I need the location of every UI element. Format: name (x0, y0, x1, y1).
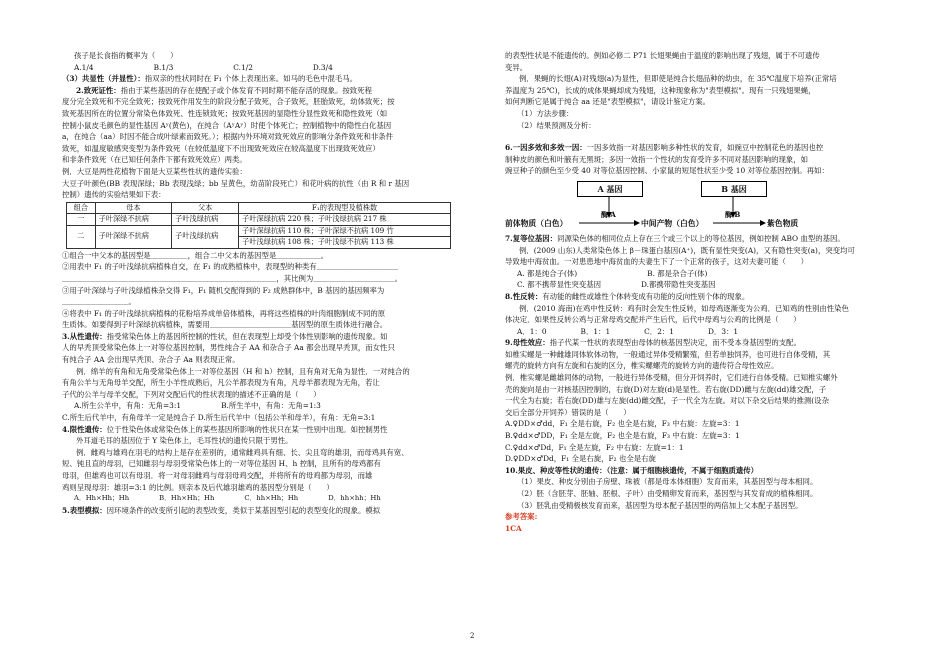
table-cell: 二 (67, 225, 96, 248)
blank-space (505, 131, 893, 142)
body-line: C.所生后代羊中，有角母羊一定是纯合子 D.所生后代羊中（包括公羊和母羊），有角：无角=3:1 (62, 413, 376, 423)
enzyme-b-label: 酶 B (725, 209, 741, 219)
table-cell: 子叶深绿抗病 220 株；子叶浅绿抗病 217 株 (239, 214, 451, 226)
body-line: （1）果皮、种皮分别由子房壁、珠被（都是母本体细胞）发育而来，其基因型与母本相同。 (517, 477, 818, 487)
intermediate-label: 中间产物（白色） (641, 218, 704, 228)
page-number: 2 (470, 632, 475, 640)
option-d: D．3：1 (708, 326, 739, 336)
body-line: 度分完全致死和不完全致死；按致死作用发生的阶段分配子致死，合子致死，胚胎致死，幼体致死；按 (62, 97, 395, 107)
body-text: 一因多效指一对基因影响多种性状的发育，如豌豆中控制花色的基因也控 (586, 143, 824, 153)
answer-options (505, 279, 893, 291)
body-line: （2）胚（含胚芽、胚轴、胚根、子叶）由受精卵发育而来，基因型与其发育成的植株相同。 (517, 489, 818, 498)
sub-question: （1）方法步骤： (517, 108, 574, 118)
body-line: 一代全为右旋；若右旋(DD)雄与左旋(dd)雌交配，子一代全为左旋。对以下杂交后结果的推测(设杂 (505, 396, 829, 406)
body-line: 人的早秃顶受常染色体上一对等位基因控制，男性纯合子 AA 和杂合子 Aa 都会出现早秃顶，而女性只 (62, 343, 395, 353)
option-line: D.♀DD×♂Dd，F₁ 全是右旋，F₂ 也全是右旋 (505, 454, 656, 464)
body-line: a，在纯合（aa）时因不能合成叶绿素而致死。）；根据内外环境对致死效应的影响分条件致死和非条件 (62, 132, 394, 142)
body-line: 致死基因所在的位置分常染色体致死、性连锁致死；按致死基因的显隐性分显性致死和隐性致死（如 (62, 108, 388, 118)
body-line: 的表型性状是不能遗传的。例如必修二 P71 长翅果蝇由于温度的影响出现了残翅，属于不可遗传 (505, 51, 820, 60)
body-line: 鸡则呈现母羽：雄羽=3:1 的比例。则亲本及后代雄羽雄鸡的基因型分别是（ ） (62, 482, 334, 492)
section-heading: （3）共显性（并显性）： (62, 74, 145, 84)
sub-question: 生质体。如要得到子叶深绿抗病植株，需要用＿＿＿＿＿＿＿＿＿＿＿基因型的原生质体进行融合。 (62, 320, 388, 330)
enzyme-a-label: 酶 A (601, 209, 616, 219)
sub-question: ③用子叶深绿与子叶浅绿植株杂交得 F₁，F₁ 随机交配得到的 F₂ 成熟群体中，B 基因的基因频率为 (62, 285, 385, 295)
body-line: （3）胚乳由受精极核发育而来，基因型为母本配子基因型的两倍加上父本配子基因型。 (517, 500, 803, 510)
gene-a-box: A 基因 (577, 181, 643, 197)
body-text: 有动能的雌性或雄性个体转变成有功能的反向性别个体的现象。 (542, 291, 750, 301)
body-line: 子代的公羊与母羊交配，下列对交配后代的性状表现的描述不正确的是（ ） (62, 389, 321, 399)
left-column (62, 50, 457, 516)
body-line: 交后全部分开饲养）错误的是（ ） (505, 407, 631, 417)
body-text: 位于性染色体或常染色体上的某些基因所影响的性状只在某一性别中出现。如控制男性 (106, 424, 388, 434)
table-cell: 一 (67, 214, 96, 226)
answer-options (62, 400, 457, 412)
body-text: 指双亲的性状同时在 F₁ 个体上表现出来。如马的毛色中混毛马。 (144, 74, 358, 84)
sub-question: ④将表中 F₁ 的子叶浅绿抗病植株的花粉培养成单倍体植株，再将这些植株的叶肉细胞制成不同的原 (62, 308, 386, 318)
option-c: C．hh×Hh；Hh (244, 494, 299, 503)
option-b: B. 都是杂合子(体) (647, 268, 708, 278)
table-cell: 子叶深绿不抗病 (95, 225, 172, 248)
sub-question: ＿＿＿＿＿＿＿＿＿。 (62, 297, 136, 307)
section-heading: 7.复等位基因： (505, 233, 558, 243)
table-cell: 子叶浅绿抗病 (172, 214, 239, 226)
example-line: 例．(2010 海南)在鸡中性反转：鸡有时会发生性反转，如母鸡逐渐变为公鸡．已知鸡的性别由性染色 (519, 303, 849, 313)
answer-options (62, 62, 457, 74)
option-b: B．1：1 (580, 326, 611, 336)
body-text: 因环境条件的改变所引起的表型改变，类似于某基因型引起的表型变化的现象。模拟 (106, 505, 381, 515)
paragraph-line (62, 505, 457, 517)
precursor-label: 前体物质（白色） (505, 218, 568, 228)
option-b: B.所生羊中，有角：无角=1:3 (221, 401, 321, 411)
example-line: 例．大豆是两性花植物下面是大豆某些性状的遗传实验： (62, 166, 247, 176)
section-heading: 5.表型模拟： (62, 505, 107, 515)
pathway-diagram (505, 179, 893, 231)
body-line: 有角公羊与无角母羊交配，所生小羊性成熟后，凡公羊都表现为有角，凡母羊都表现为无角，若让 (62, 378, 380, 388)
body-line: 控制小鼠皮毛颜色的显性基因 Aʸ(黄色)，在纯合（AʸAʸ）时使个体死亡；控制植物中的隐性白化基因 (62, 120, 392, 130)
paragraph-line (505, 142, 893, 154)
table-header-row (67, 202, 451, 214)
option-line: A.♀DD×♂dd，F₁ 全是右旋，F₂ 也全是右旋，F₃ 中右旋：左旋=3：1 (505, 419, 740, 429)
option-line: C.♀dd×♂Dd，F₁ 全是左旋，F₂ 中右旋：左旋=1：1 (505, 442, 684, 452)
option-d: D.都携带隐性突变基因 (641, 280, 716, 290)
body-line: 如何判断它是属于纯合 aa 还是"表型模拟"，请设计鉴定方案。 (505, 97, 711, 107)
paragraph-line (505, 233, 893, 245)
sub-question: ＿＿＿＿＿＿＿＿＿＿＿＿＿＿＿＿＿＿＿＿＿＿＿＿＿＿＿＿＿，其比例为＿＿＿＿＿＿＿＿＿＿＿。 (62, 273, 402, 283)
body-line: 致死，如温度敏感突变型为条件致死（在较低温度下不出现致死效应在较高温度下出现致死效应） (62, 143, 380, 153)
body-line: 壳的旋向是由一对核基因控制的，右旋(D)对左旋(d)是显性。若右旋(DD)雌与左旋(dd)雄交配，子 (505, 384, 827, 394)
body-line: 母羽，但雄鸡也可以有母羽．将一对母羽雌鸡与母羽母鸡交配，并将所有的母鸡都为母羽，而雄 (62, 471, 373, 480)
body-text: 指子代某一性状的表现型由母体的核基因型决定，而不受本身基因型的支配。 (549, 338, 801, 348)
table-cell: 子叶深绿不抗病 (95, 214, 172, 226)
example-line: 例．椎实螺是雌雄同体的动物，一般进行异体受精，但分开饲养时，它们进行自体受精。已知椎实螺外 (505, 373, 838, 383)
body-text: 指受常染色体上的基因所控制的性状，但在表现型上却受个体性别影响的遗传现象。如 (106, 331, 388, 341)
example-line: 例．雌鸡与雄鸡在羽毛的结构上是存在差别的，通常雌鸡具有细、长、尖且弯的雄羽，而母鸡具有宽、 (76, 447, 409, 457)
answer-options (505, 268, 893, 280)
answer-options (62, 493, 457, 505)
section-heading: 4.限性遗传： (62, 424, 107, 434)
answer-key-value: 1CA (505, 523, 522, 533)
option-b: B．Hh×Hh；Hh (159, 494, 215, 503)
body-line: 豌豆种子的颜色至少受 40 对等位基因控制、小家鼠的短尾性状至少受 10 对等位基因控制。再如： (505, 166, 829, 176)
table-header: 组合 (67, 202, 96, 214)
example-line: 例．绵羊的有角和无角受常染色体上一对等位基因（H 和 h）控制，且有角对无角为显性．一对纯合的 (76, 366, 410, 376)
body-text: 同源染色体的相同位点上存在三个或三个以上的等位基因，例如控制 ABO 血型的基因。 (557, 233, 845, 243)
cross-results-table (66, 202, 451, 249)
paragraph-line (505, 291, 893, 303)
body-line: 和非条件致死（在已知任何条件下都有致死效应）两类。 (62, 155, 247, 165)
body-line: 外耳道毛耳的基因位于 Y 染色体上，毛耳性状的遗传只限于男性。 (76, 436, 293, 446)
section-heading: 8.性反转： (505, 291, 543, 301)
option-a: A.所生公羊中，有角：无角=3:1 (74, 401, 182, 411)
option-d: D．hh×hh；Hh (328, 494, 381, 503)
table-header: F₁的表现型及植株数 (239, 202, 451, 214)
body-text: 指由于某些基因的存在使配子或个体发育不同时期不能存活的现象。按致死程 (120, 85, 372, 95)
option-c: C. 都不携带显性突变基因 (517, 280, 601, 290)
table-cell: 子叶深绿抗病 110 株；子叶深绿不抗病 109 竹 (239, 225, 451, 237)
body-line: 导致地中海贫血。一对患患地中海贫血的夫妻生下了一个正常的孩子，这对夫妻可能（ ） (505, 257, 809, 267)
body-line: 大豆子叶颜色(BB 表现深绿；Bb 表现浅绿；bb 呈黄色，幼苗阶段死亡）和花叶病的抗性（由 R 和 r 基因 (62, 178, 410, 188)
section-heading: 10.果皮、种皮等性状的遗传： (505, 465, 607, 475)
table-header: 父本 (172, 202, 239, 214)
body-line: 有纯合子 AA 会出现早秃顶、杂合子 Aa 则表现正常。 (62, 355, 240, 365)
purple-product-label: 紫色物质 (767, 218, 799, 228)
option-b: B.1/3 (153, 62, 174, 72)
option-c: C．2：1 (644, 326, 674, 336)
option-d: D.3/4 (312, 62, 333, 72)
option-c: C.1/2 (233, 62, 253, 72)
paragraph-line (62, 331, 457, 343)
body-line: 制种皮的颜色和叶腋有无黑斑；多因一效指一个性状的发育受许多不同对基因影响的现象，如 (505, 154, 809, 164)
section-heading: 6.一因多效和多效一因： (505, 143, 587, 153)
sub-question: ①组合一中父本的基因型是＿＿＿＿＿，组合二中父本的基因型是＿＿＿＿＿＿。 (62, 250, 329, 260)
body-line: 养温度为 25℃)，长成的成体果蝇却成为残翅，这种现象称为"表型模拟"。现有一只残翅果蝇， (505, 85, 816, 95)
option-a: A．1：0 (517, 326, 547, 336)
paragraph-line (62, 73, 457, 85)
option-a: A.1/4 (74, 62, 94, 72)
paragraph-line (505, 337, 893, 349)
table-row (67, 214, 451, 226)
table-cell: 子叶浅绿抗病 (172, 225, 239, 248)
example-line: 例．果蝇的长翅(A)对残翅(a)为显性，但即使是纯合长翅品种的幼虫，在 35℃温度下培养(正常培 (519, 74, 837, 84)
body-line: 螺壳的旋转方向有左旋和右旋的区分，椎实螺螺壳的旋转方向的遗传符合母性效应。 (505, 361, 779, 371)
answer-options (505, 326, 893, 338)
right-column (505, 50, 893, 534)
option-line: B.♀dd×♂DD，F₁ 全是左旋，F₂ 也全是右旋，F₃ 中右旋：左旋=3：1 (505, 431, 740, 441)
option-a: A．Hh×Hh；Hh (74, 494, 130, 503)
table-row (67, 225, 451, 237)
example-line: 例．(2009 山东)人类常染色体上 β－珠蛋白基因(A⁺)，既有显性突变(A)，又有隐性突变(a)，突变均可 (519, 245, 855, 255)
question-line: 孩子是长食指的概率为（ ） (74, 51, 178, 60)
gene-b-box: B 基因 (701, 181, 767, 197)
section-note: （注意：属于细胞核遗传，不属于细胞质遗传） (606, 465, 759, 475)
body-line: 变异。 (505, 62, 528, 72)
body-line: 控制）遗传的实验结果如下表： (62, 190, 166, 200)
paragraph-line (62, 85, 457, 97)
paragraph-line (62, 424, 457, 436)
body-line: 短、钝且直的母羽，已知雌羽与母羽受常染色体上的一对等位基因 H、h 控制，且所有的母鸡都有 (62, 459, 381, 469)
body-line: 体决定．如果性反转公鸡与正常母鸡交配并产生后代，后代中母鸡与公鸡的比例是（ ） (505, 315, 801, 325)
option-a: A. 都是纯合子(体) (517, 268, 578, 278)
sub-question: ②用表中 F₁ 的子叶浅绿抗病植株自交，在 F₁ 的成熟植株中，表现型的种类有＿＿＿＿＿＿＿＿＿＿＿ (62, 262, 398, 272)
table-cell: 子叶浅绿抗病 108 株；子叶浅绿不抗病 113 株 (239, 237, 451, 249)
paragraph-line (505, 465, 893, 477)
table-header: 母本 (95, 202, 172, 214)
section-heading: 3.从性遗传： (62, 331, 107, 341)
sub-question: （2）结果预测及分析： (517, 120, 596, 130)
section-heading: 9.母性效应： (505, 338, 550, 348)
answer-key-heading: 参考答案: (505, 512, 538, 522)
body-line: 如椎实螺是一种雌雄同体软体动物，一般通过异体受精繁殖，但若单独饲养，也可进行自体受精，其 (505, 349, 831, 359)
section-heading: 2.致死证性： (76, 85, 121, 95)
